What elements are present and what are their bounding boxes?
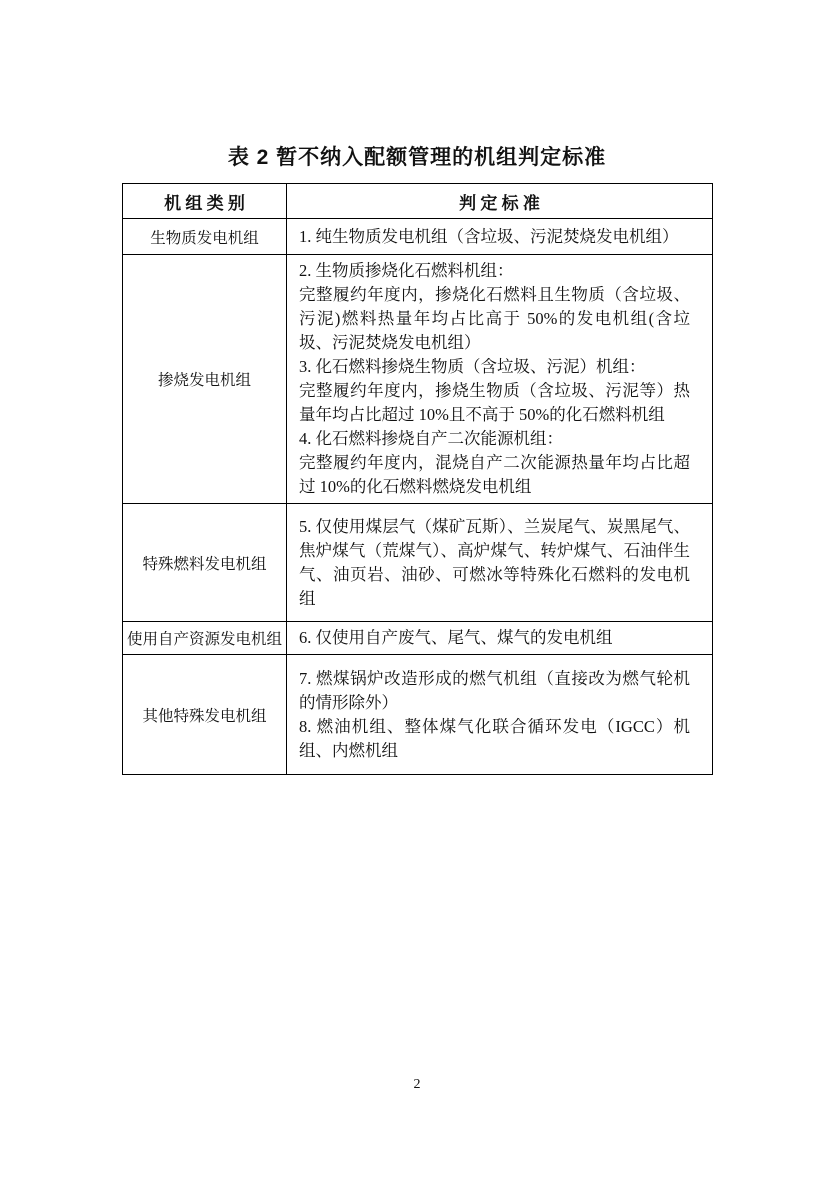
column-header-criteria: 判 定 标 准 xyxy=(287,184,713,219)
criteria-cell xyxy=(287,655,713,775)
table-row xyxy=(123,622,713,655)
criteria-cell xyxy=(287,504,713,622)
criteria-cell xyxy=(287,255,713,504)
unit-category-cell: 生物质发电机组 xyxy=(123,219,287,255)
table-row xyxy=(123,504,713,622)
criteria-paragraph: 完整履约年度内，掺烧化石燃料且生物质（含垃圾、污泥)燃料热量年均占比高于 50%的发电机组(含垃圾、污泥焚烧发电机组） xyxy=(299,285,690,352)
column-header-unit-category: 机 组 类 别 xyxy=(123,184,287,219)
unit-category-cell: 掺烧发电机组 xyxy=(123,255,287,504)
criteria-paragraph: 完整履约年度内，掺烧生物质（含垃圾、污泥等）热量年均占比超过 10%且不高于 50%的化石燃料机组 xyxy=(299,381,690,424)
criteria-cell xyxy=(287,622,713,655)
criteria-paragraph: 8. 燃油机组、整体煤气化联合循环发电（IGCC）机组、内燃机组 xyxy=(299,716,690,760)
criteria-paragraph: 4. 化石燃料掺烧自产二次能源机组： xyxy=(299,429,563,448)
criteria-cell xyxy=(287,219,713,255)
criteria-paragraph: 7. 燃煤锅炉改造形成的燃气机组（直接改为燃气轮机的情形除外） xyxy=(299,668,690,712)
table-row xyxy=(123,255,713,504)
criteria-paragraph: 完整履约年度内，混烧自产二次能源热量年均占比超过 10%的化石燃料燃烧发电机组 xyxy=(299,453,690,496)
criteria-paragraph: 6. 仅使用自产废气、尾气、煤气的发电机组 xyxy=(299,628,613,647)
criteria-paragraph: 1. 纯生物质发电机组（含垃圾、污泥焚烧发电机组） xyxy=(299,226,679,246)
table-row xyxy=(123,219,713,255)
unit-category-cell: 其他特殊发电机组 xyxy=(123,655,287,775)
unit-category-cell: 使用自产资源发电机组 xyxy=(123,622,287,655)
page-number: 2 xyxy=(413,1077,421,1092)
table-header-row xyxy=(123,184,713,219)
criteria-paragraph: 3. 化石燃料掺烧生物质（含垃圾、污泥）机组： xyxy=(299,357,646,376)
table-row xyxy=(123,655,713,775)
unit-category-cell: 特殊燃料发电机组 xyxy=(123,504,287,622)
criteria-paragraph: 2. 生物质掺烧化石燃料机组： xyxy=(299,261,514,280)
table-caption: 表 2 暂不纳入配额管理的机组判定标准 xyxy=(227,146,607,169)
criteria-paragraph: 5. 仅使用煤层气（煤矿瓦斯）、兰炭尾气、炭黑尾气、焦炉煤气（荒煤气）、高炉煤气、转炉煤气、石油伴生气、油页岩、油砂、可燃冰等特殊化石燃料的发电机组 xyxy=(299,516,690,608)
exclusion-criteria-table xyxy=(122,183,713,775)
